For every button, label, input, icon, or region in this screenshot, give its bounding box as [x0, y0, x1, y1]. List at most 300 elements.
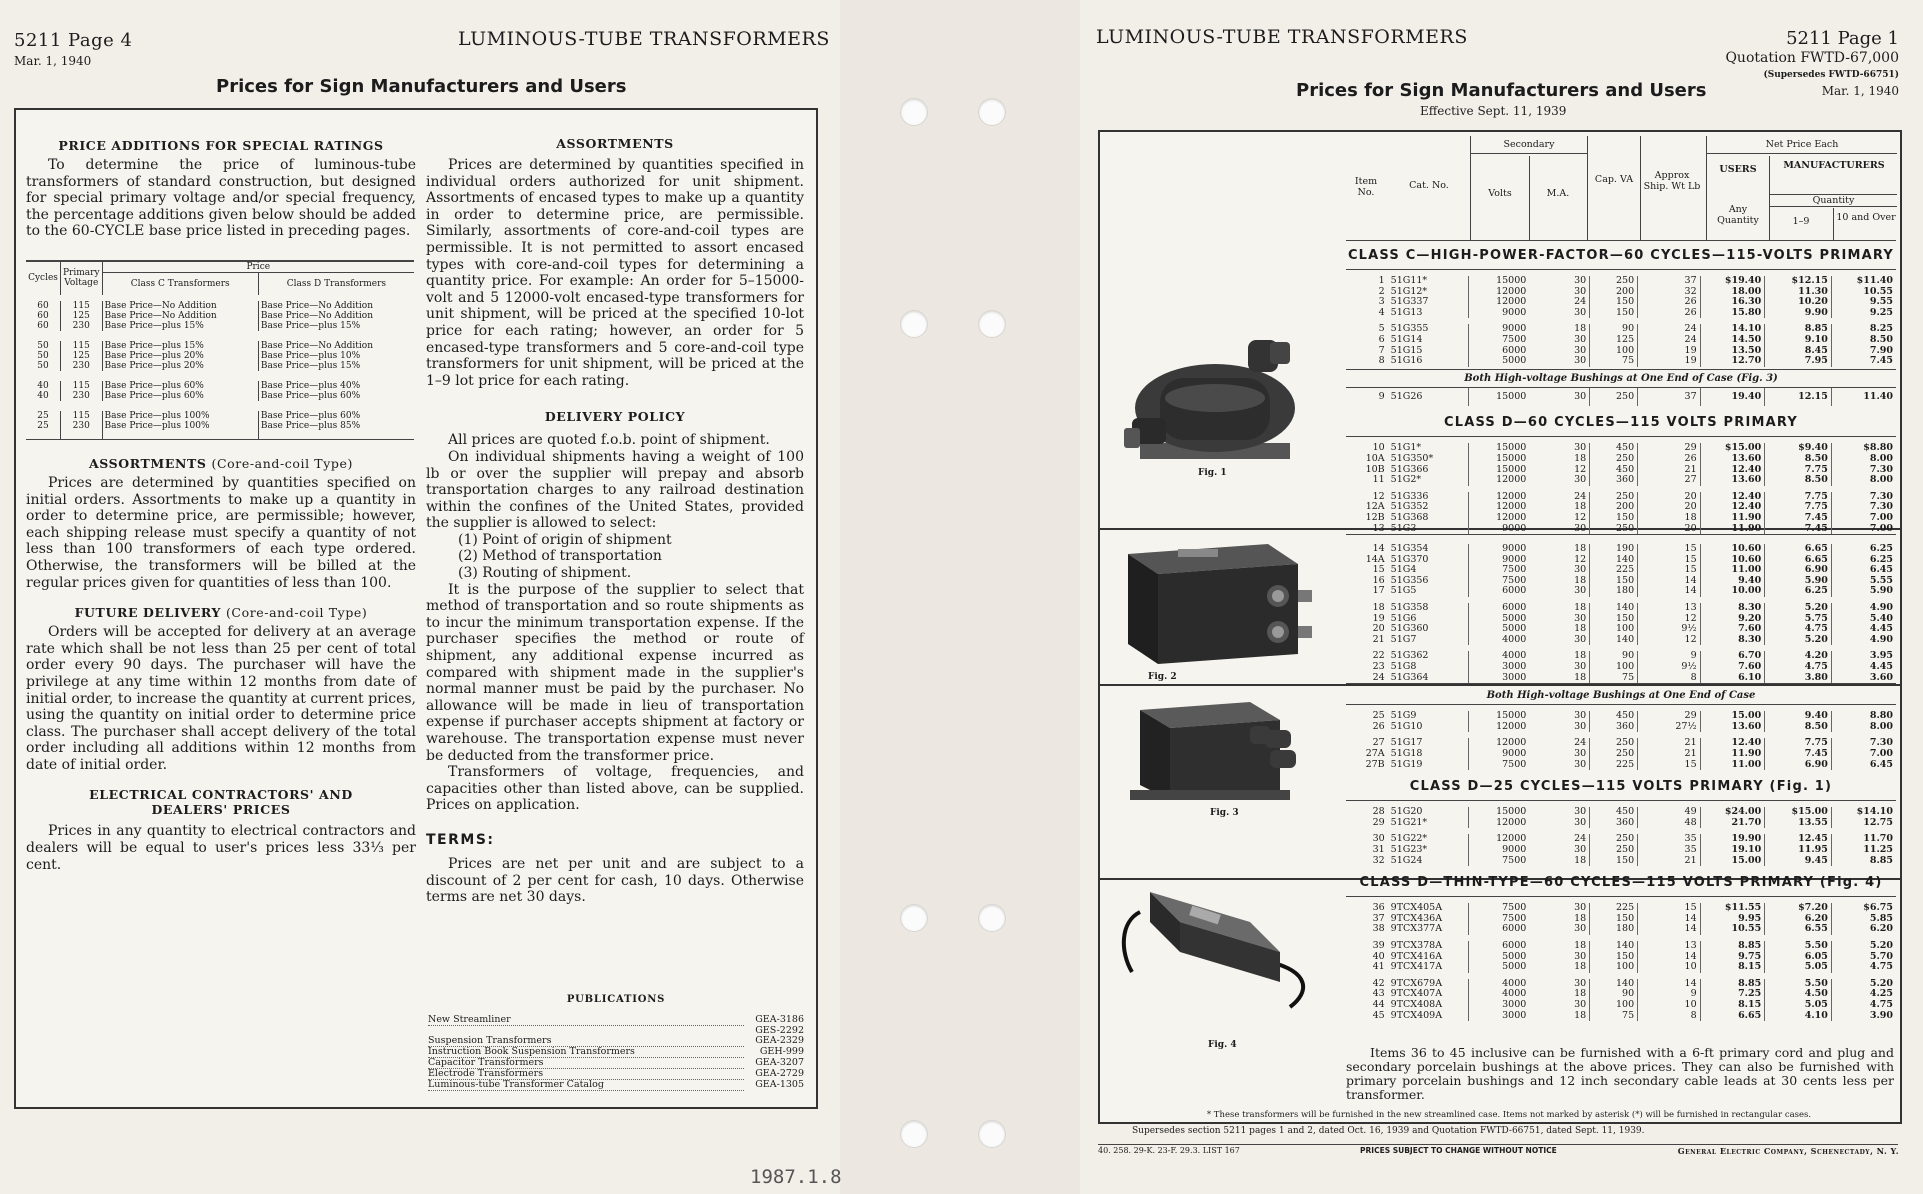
price-additions-cell: 60 — [26, 311, 61, 321]
price-cell: 19.10 — [1700, 845, 1765, 856]
price-cell: 6000 — [1502, 585, 1527, 597]
price-cell: 18 — [1529, 321, 1589, 335]
price-cell: 14 — [1638, 952, 1701, 963]
price-cell: 5.85 — [1869, 912, 1893, 924]
price-cell: 7.90 — [1869, 344, 1893, 356]
price-additions-table — [26, 260, 414, 440]
price-cell: 51G12* — [1388, 287, 1469, 298]
price-cell: $14.10 — [1856, 806, 1893, 818]
price-cell: $11.40 — [1856, 275, 1893, 286]
price-additions-row — [26, 391, 414, 406]
price-cell: 9TCX417A — [1388, 962, 1469, 976]
price-additions-row — [26, 406, 414, 421]
price-cell: 9TCX408A — [1388, 1000, 1469, 1011]
price-cell: 30 — [1529, 708, 1589, 722]
price-cell: 140 — [1590, 938, 1638, 952]
price-cell: 140 — [1590, 555, 1638, 566]
price-cell: 12000 — [1496, 737, 1527, 749]
price-cell: 150 — [1590, 513, 1638, 524]
col-cycles: Cycles — [26, 261, 61, 298]
header-secondary: Secondary — [1471, 136, 1587, 154]
price-cell: 7.00 — [1869, 748, 1893, 759]
price-cell: 9000 — [1502, 553, 1527, 565]
price-cell: 51G24 — [1388, 856, 1469, 867]
price-cell: 11.95 — [1765, 845, 1832, 856]
price-cell: 4 — [1378, 306, 1385, 318]
price-cell: 360 — [1590, 722, 1638, 736]
price-cell: 35 — [1638, 831, 1701, 845]
price-cell: 1 — [1378, 275, 1385, 286]
price-cell: 10.20 — [1765, 297, 1832, 308]
delivery-text-1: All prices are quoted f.o.b. point of shipment. — [448, 432, 770, 449]
assort-cc-heading — [26, 456, 416, 471]
publication-title — [428, 1026, 744, 1036]
handwritten-accession: 1987.1.8 — [750, 1166, 842, 1188]
price-row — [1346, 924, 1896, 938]
price-cell: 8.15 — [1700, 962, 1765, 976]
price-cell: 19.90 — [1700, 831, 1765, 845]
price-row — [1346, 600, 1896, 614]
price-cell: 8.85 — [1869, 854, 1893, 866]
price-cell: 15 — [1638, 555, 1701, 566]
price-cell: 30 — [1529, 900, 1589, 914]
price-cell: 6.05 — [1765, 952, 1832, 963]
price-cell: 19.40 — [1700, 388, 1765, 407]
price-cell: 6000 — [1502, 344, 1527, 356]
price-cell: 30 — [1529, 749, 1589, 760]
right-running-title: LUMINOUS-TUBE TRANSFORMERS — [1096, 26, 1468, 48]
publication-title: Instruction Book Suspension Transformers — [428, 1046, 744, 1057]
price-cell: 15 — [1638, 900, 1701, 914]
price-cell: 140 — [1590, 600, 1638, 614]
price-cell: 4.75 — [1765, 624, 1832, 635]
price-cell: 9.45 — [1765, 856, 1832, 867]
price-additions-cell: 40 — [26, 391, 61, 406]
price-cell: 30 — [1529, 475, 1589, 489]
price-cell: 13.50 — [1700, 346, 1765, 357]
price-cell: 4.45 — [1869, 661, 1893, 673]
price-cell: 51G15 — [1388, 346, 1469, 357]
publication-title: Luminous-tube Transformer Catalog — [428, 1079, 744, 1090]
price-cell: 180 — [1590, 924, 1638, 938]
assort-cc-text: Prices are determined by quantities specified on initial orders. Assortments to make up a quantity in order to determine price, are permissible; however, each shipping release must specify a quantity of not less than 100 transformers of each type ordered. Otherwise, the transformers will be billed at the regular prices given for quantities of less than 100. — [26, 474, 416, 591]
price-additions-cell: Base Price—plus 40% — [260, 380, 361, 391]
section-note: Both High-voltage Bushings at One End of Case (Fig. 3) — [1346, 369, 1896, 388]
price-cell: 9½ — [1638, 662, 1701, 673]
price-cell: 30 — [1529, 976, 1589, 990]
price-cell: 6.90 — [1765, 760, 1832, 771]
publication-row — [428, 1079, 804, 1090]
header-q2: 10 and Over — [1836, 212, 1896, 223]
price-cell: 13.60 — [1700, 475, 1765, 489]
price-cell: 250 — [1590, 749, 1638, 760]
binder-hole — [900, 310, 928, 338]
price-cell: 25 — [1372, 710, 1385, 722]
price-cell: 3.90 — [1869, 1009, 1893, 1021]
price-additions-cell: 115 — [61, 336, 103, 351]
price-cell: 7.45 — [1869, 355, 1893, 367]
price-cell: 32 — [1638, 287, 1701, 298]
price-cell: 35 — [1638, 845, 1701, 856]
future-heading-text: FUTURE DELIVERY — [74, 605, 221, 621]
price-cell: 5.50 — [1765, 976, 1832, 990]
price-row — [1346, 321, 1896, 335]
price-additions-cell: 230 — [61, 361, 103, 376]
price-cell: 51G2* — [1388, 475, 1469, 489]
price-row — [1346, 273, 1896, 287]
price-cell: 9 — [1378, 390, 1385, 402]
left-content-box — [14, 108, 818, 1109]
price-cell: 250 — [1590, 489, 1638, 503]
publication-code: GES-2292 — [755, 1024, 804, 1036]
header-divider — [1833, 208, 1834, 240]
section-title: CLASS D—25 CYCLES—115 VOLTS PRIMARY (Fig. 1) — [1346, 773, 1896, 801]
price-row — [1346, 524, 1896, 535]
price-cell: 8.50 — [1869, 333, 1893, 345]
price-cell: 250 — [1590, 831, 1638, 845]
price-additions-cell: 60 — [26, 321, 61, 336]
price-cell: 4000 — [1502, 633, 1527, 645]
publication-title: New Streamliner — [428, 1015, 744, 1026]
price-row — [1346, 541, 1896, 555]
fig3-label: Fig. 3 — [1210, 808, 1239, 818]
price-cell: 10 — [1372, 442, 1385, 454]
price-cell: $8.80 — [1863, 442, 1893, 454]
section-table — [1346, 538, 1896, 683]
price-cell: 51G3 — [1388, 524, 1469, 535]
price-cell: 4.90 — [1869, 602, 1893, 614]
price-cell: 15000 — [1496, 275, 1527, 286]
price-additions-row — [26, 298, 414, 311]
price-cell: 7.75 — [1765, 502, 1832, 513]
left-page-number: 5211 Page 4 — [14, 30, 133, 51]
price-additions-cell: Base Price—plus 10% — [260, 350, 361, 361]
price-cell: 4.75 — [1765, 662, 1832, 673]
price-cell: 8.15 — [1700, 1000, 1765, 1011]
price-cell: 10 — [1638, 1000, 1701, 1011]
price-cell: 6.45 — [1869, 758, 1893, 770]
price-cell: 5.20 — [1765, 600, 1832, 614]
price-cell: $24.00 — [1700, 804, 1765, 818]
price-cell: 7.75 — [1765, 735, 1832, 749]
header-volts: Volts — [1488, 188, 1512, 199]
price-cell: 7.45 — [1765, 513, 1832, 524]
price-cell: 250 — [1590, 845, 1638, 856]
col-class-d: Class D Transformers — [286, 278, 387, 289]
price-cell: 9.95 — [1700, 914, 1765, 925]
delivery-text-2: On individual shipments having a weight of 100 lb or over the supplier will prepay and absorb transportation charges to any railroad destination within the confines of the United States, provided the supplier is allowed to select: — [426, 448, 804, 532]
delivery-heading: DELIVERY POLICY — [544, 409, 686, 425]
price-cell: 9TCX377A — [1388, 924, 1469, 938]
header-weight: Approx Ship. Wt Lb — [1643, 170, 1701, 192]
price-additions-row — [26, 421, 414, 431]
publication-title: Suspension Transformers — [428, 1036, 744, 1047]
price-cell: 13 — [1638, 600, 1701, 614]
price-cell: 6.65 — [1765, 541, 1832, 555]
price-row — [1346, 440, 1896, 454]
price-cell: 9TCX378A — [1388, 938, 1469, 952]
price-cell: 8 — [1378, 355, 1385, 367]
table-header — [1346, 136, 1896, 241]
section-note: Both High-voltage Bushings at One End of Case — [1346, 687, 1896, 705]
price-cell: 11.40 — [1863, 390, 1893, 402]
price-cell: 9000 — [1502, 543, 1527, 555]
price-additions-cell: Base Price—plus 20% — [102, 351, 258, 361]
price-cell: 26 — [1372, 720, 1385, 732]
price-cell: 17 — [1372, 585, 1385, 597]
price-cell: 7.60 — [1700, 624, 1765, 635]
price-cell: 26 — [1638, 454, 1701, 465]
price-cell: 8.85 — [1700, 938, 1765, 952]
price-cell: 11.00 — [1700, 760, 1765, 771]
price-cell: 51G366 — [1388, 465, 1469, 476]
price-cell: 10.55 — [1863, 285, 1893, 297]
price-row — [1346, 586, 1896, 600]
price-additions-cell: 125 — [61, 351, 103, 361]
price-cell: 51G358 — [1388, 600, 1469, 614]
delivery-list-item: (3) Routing of shipment. — [458, 565, 632, 582]
price-cell: 7 — [1378, 344, 1385, 356]
binder-hole — [900, 1120, 928, 1148]
price-cell: 14 — [1638, 976, 1701, 990]
price-row — [1346, 489, 1896, 503]
price-cell: 51G14 — [1388, 335, 1469, 346]
price-cell: 18 — [1529, 962, 1589, 976]
price-additions-cell: Base Price—plus 15% — [260, 360, 361, 371]
price-row — [1346, 845, 1896, 856]
price-cell: 7.75 — [1765, 465, 1832, 476]
price-cell: 150 — [1590, 952, 1638, 963]
price-cell: 18 — [1529, 576, 1589, 587]
price-cell: 100 — [1590, 1000, 1638, 1011]
price-cell: 30 — [1529, 356, 1589, 367]
price-cell: 4.75 — [1869, 961, 1893, 973]
section-title: CLASS C—HIGH-POWER-FACTOR—60 CYCLES—115-VOLTS PRIMARY — [1346, 242, 1896, 270]
price-cell: 11 — [1372, 474, 1385, 486]
price-cell: 13.60 — [1700, 722, 1765, 736]
price-cell: 51G20 — [1388, 804, 1469, 818]
price-cell: 13.60 — [1700, 454, 1765, 465]
future-heading — [26, 605, 416, 620]
publication-row — [428, 1046, 804, 1057]
price-cell: 250 — [1590, 388, 1638, 407]
price-cell: 42 — [1372, 977, 1385, 989]
section-table — [1346, 437, 1896, 534]
price-cell: 7.45 — [1765, 524, 1832, 535]
col-price: Price — [102, 261, 414, 273]
price-cell: 28 — [1372, 806, 1385, 818]
future-sub: (Core-and-coil Type) — [225, 605, 368, 621]
price-cell: 7500 — [1502, 912, 1527, 924]
price-cell: 49 — [1638, 804, 1701, 818]
header-net-group — [1706, 136, 1897, 240]
price-row — [1346, 1011, 1896, 1022]
fig1-label: Fig. 1 — [1198, 468, 1227, 478]
supersedes-quote: (Supersedes FWTD-66751) — [1763, 70, 1899, 80]
price-cell: 12.70 — [1700, 356, 1765, 367]
price-additions-cell: 115 — [61, 406, 103, 421]
price-cell: 21 — [1638, 749, 1701, 760]
price-cell: 13 — [1638, 938, 1701, 952]
publications — [428, 994, 804, 1091]
price-cell: 9.40 — [1765, 708, 1832, 722]
price-cell: 15000 — [1496, 452, 1527, 464]
price-row — [1346, 1000, 1896, 1011]
price-cell: 30 — [1529, 287, 1589, 298]
price-cell: 7500 — [1502, 564, 1527, 576]
price-cell: 12000 — [1496, 285, 1527, 297]
price-additions-cell: Base Price—plus 15% — [260, 320, 361, 331]
price-cell: 18 — [1529, 502, 1589, 513]
price-additions-cell: 230 — [61, 321, 103, 336]
price-cell: 3000 — [1502, 671, 1527, 683]
price-cell: 5.05 — [1765, 962, 1832, 976]
items-note: Items 36 to 45 inclusive can be furnished with a 6-ft primary cord and plug and secondary porcelain bushings at the above prices. They can also be furnished with primary porcelain bushings and 12 inch secondary cable leads at 30 cents less per transformer. — [1346, 1045, 1894, 1102]
left-date: Mar. 1, 1940 — [14, 54, 92, 68]
price-cell: 19 — [1638, 356, 1701, 367]
publication-title: Electrode Transformers — [428, 1068, 744, 1079]
publication-code: GEA-3207 — [755, 1056, 804, 1068]
price-cell: 26 — [1638, 297, 1701, 308]
right-page — [1080, 0, 1923, 1194]
price-cell: 150 — [1590, 856, 1638, 867]
price-cell: 13.55 — [1765, 818, 1832, 832]
effective-date: Effective Sept. 11, 1939 — [1420, 104, 1567, 118]
price-cell: 5000 — [1502, 623, 1527, 635]
price-cell: 51G356 — [1388, 576, 1469, 587]
price-cell: 7.30 — [1869, 490, 1893, 502]
publication-code: GEA-1305 — [755, 1078, 804, 1090]
header-divider — [1640, 136, 1641, 240]
binder-hole — [900, 98, 928, 126]
price-additions-cell: Base Price—No Addition — [260, 310, 373, 321]
price-additions-cell: 50 — [26, 336, 61, 351]
price-cell: 51G8 — [1388, 662, 1469, 673]
price-cell: 14 — [1638, 576, 1701, 587]
price-cell: 200 — [1590, 502, 1638, 513]
binder-hole — [978, 1120, 1006, 1148]
price-cell: 12 — [1529, 465, 1589, 476]
price-cell: 9TCX416A — [1388, 952, 1469, 963]
price-cell: 250 — [1590, 524, 1638, 535]
price-cell: 51G5 — [1388, 586, 1469, 600]
price-cell: 150 — [1590, 914, 1638, 925]
publication-row — [428, 1068, 804, 1079]
price-cell: 11.30 — [1765, 287, 1832, 298]
price-cell: 9000 — [1502, 843, 1527, 855]
elec-text: Prices in any quantity to electrical contractors and dealers will be equal to user's prices less 33⅓ per cent. — [26, 823, 416, 873]
price-additions-row — [26, 321, 414, 336]
price-cell: 140 — [1590, 976, 1638, 990]
price-additions-cell: 50 — [26, 361, 61, 376]
price-cell: 51G355 — [1388, 321, 1469, 335]
price-cell: 6.25 — [1869, 543, 1893, 555]
price-cell: 12000 — [1496, 833, 1527, 845]
price-cell: 150 — [1590, 308, 1638, 322]
header-item: Item No. — [1354, 176, 1378, 198]
price-cell: $6.75 — [1863, 902, 1893, 914]
price-cell: $19.40 — [1700, 273, 1765, 287]
terms-text: Prices are net per unit and are subject to a discount of 2 per cent for cash, 10 days. Otherwise terms are net 30 days. — [426, 855, 804, 906]
price-cell: 51G364 — [1388, 673, 1469, 684]
price-additions-cell: 60 — [26, 298, 61, 311]
price-cell: 9.55 — [1869, 296, 1893, 308]
price-cell: 3000 — [1502, 1009, 1527, 1021]
price-cell: 9 — [1638, 989, 1701, 1000]
price-cell: 360 — [1590, 818, 1638, 832]
delivery-text-4: Transformers of voltage, frequencies, and capacities other than listed above, can be supplied. Prices on application. — [426, 764, 804, 814]
price-cell: 51G11* — [1388, 273, 1469, 287]
price-cell: 27B — [1365, 758, 1385, 770]
publication-code: GEA-3186 — [755, 1014, 804, 1026]
price-cell: 5000 — [1502, 612, 1527, 624]
price-cell: 90 — [1590, 321, 1638, 335]
price-cell: 7.60 — [1700, 662, 1765, 673]
price-additions-cell: 125 — [61, 311, 103, 321]
price-cell: 6.90 — [1765, 565, 1832, 576]
price-cell: 100 — [1590, 624, 1638, 635]
price-cell: 30 — [1372, 833, 1385, 845]
price-cell: 225 — [1590, 565, 1638, 576]
price-cell: 12000 — [1496, 296, 1527, 308]
price-cell: 15 — [1372, 564, 1385, 576]
price-additions-cell: Base Price—No Addition — [260, 300, 373, 311]
price-cell: 51G7 — [1388, 635, 1469, 649]
price-cell: 5000 — [1502, 355, 1527, 367]
price-cell: 30 — [1529, 804, 1589, 818]
price-cell: 9.25 — [1869, 306, 1893, 318]
price-cell: 18 — [1529, 624, 1589, 635]
price-cell: 6.70 — [1700, 648, 1765, 662]
price-cell: 51G337 — [1388, 297, 1469, 308]
price-cell: 48 — [1638, 818, 1701, 832]
price-additions-cell: Base Price—plus 60% — [102, 391, 258, 406]
price-cell: 24 — [1529, 831, 1589, 845]
price-cell: 40 — [1372, 950, 1385, 962]
price-cell: 51G360 — [1388, 624, 1469, 635]
price-cell: 9000 — [1502, 748, 1527, 759]
price-cell: 51G1* — [1388, 440, 1469, 454]
header-cat: Cat. No. — [1409, 180, 1449, 191]
price-cell: 200 — [1590, 287, 1638, 298]
price-cell: 15000 — [1496, 463, 1527, 475]
price-row — [1346, 388, 1896, 407]
price-cell: 51G17 — [1388, 735, 1469, 749]
price-cell: 6.10 — [1700, 673, 1765, 684]
price-cell: 8.50 — [1765, 475, 1832, 489]
price-cell: 75 — [1590, 1011, 1638, 1022]
price-cell: 30 — [1529, 308, 1589, 322]
price-cell: 5.70 — [1869, 950, 1893, 962]
price-cell: 10.60 — [1700, 541, 1765, 555]
price-cell: 30 — [1529, 1000, 1589, 1011]
price-cell: 51G18 — [1388, 749, 1469, 760]
price-additions-row — [26, 376, 414, 391]
price-cell: 51G352 — [1388, 502, 1469, 513]
delivery-list — [426, 532, 804, 582]
price-cell: 12B — [1365, 511, 1385, 523]
price-cell: 14 — [1638, 914, 1701, 925]
price-cell: 21 — [1638, 856, 1701, 867]
price-cell: 10.60 — [1700, 555, 1765, 566]
price-additions-cell: Base Price—plus 60% — [260, 390, 361, 401]
price-cell: 4.20 — [1765, 648, 1832, 662]
price-cell: 13 — [1372, 522, 1385, 534]
col-primary-voltage: Primary Voltage — [61, 261, 103, 298]
price-cell: 19 — [1372, 612, 1385, 624]
price-cell: 10.55 — [1700, 924, 1765, 938]
price-cell: 8.25 — [1869, 323, 1893, 335]
